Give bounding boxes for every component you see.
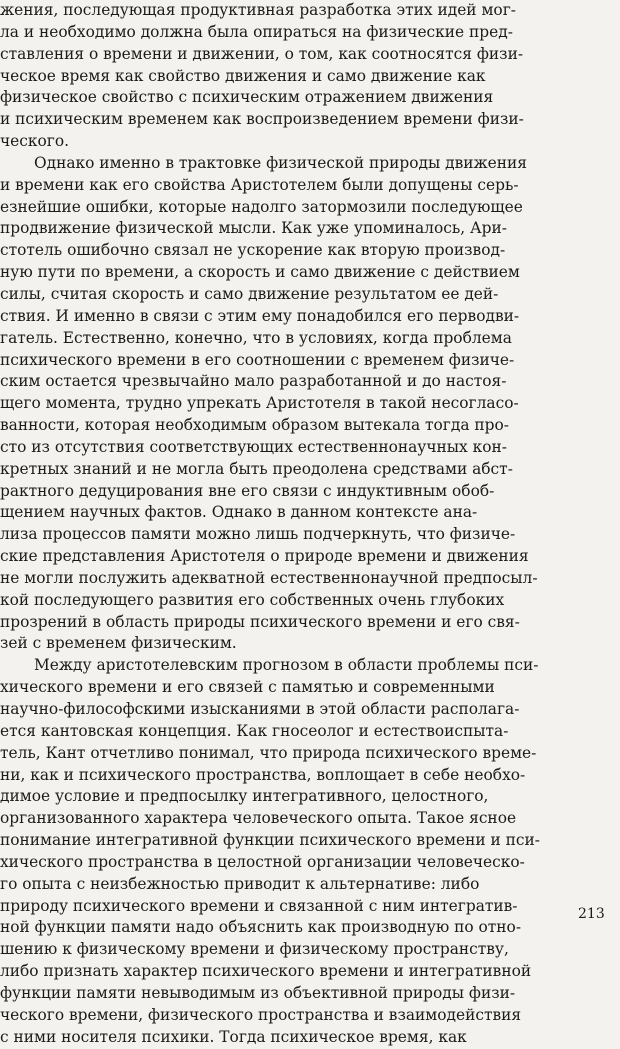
text-line: ствия. И именно в связи с этим ему понадобился его перводви- <box>0 306 520 325</box>
text-line: ную пути по времени, а скорость и само движение с действием <box>0 263 520 282</box>
text-line: жения, последующая продуктивная разработка этих идей мог- <box>0 1 516 19</box>
text-line: хического пространства в целостной организации человеческо- <box>0 852 525 871</box>
text-line: стотель ошибочно связал не ускорение как вторую производ- <box>0 241 506 260</box>
text-line: и психическим временем как воспроизведением времени физи- <box>0 110 524 129</box>
text-line: научно-философскими изысканиями в этой области располага- <box>0 700 520 718</box>
text-line: шению к физическому времени и физическому пространству, <box>0 940 509 959</box>
text-line: лиза процессов памяти можно лишь подчеркнуть, что физиче- <box>0 525 516 544</box>
text-line: щего момента, трудно упрекать Аристотеля в такой несогласо- <box>0 394 519 413</box>
text-line: ни, как и психического пространства, воплощает в себе необхо- <box>0 765 526 784</box>
text-line: и времени как его свойства Аристотелем были допущены серь- <box>0 175 519 194</box>
text-line: хического времени и его связей с памятью и современными <box>0 678 495 697</box>
text-line: ческого времени, физического пространства и взаимодействия <box>0 1005 522 1024</box>
text-line: организованного характера человеческого опыта. Такое ясное <box>0 809 517 828</box>
text-line: димое условие и предпосылку интегративного, целостного, <box>0 787 489 806</box>
text-line: физическое свойство с психическим отражением движения <box>0 88 494 107</box>
text-line: гатель. Естественно, конечно, что в условиях, когда проблема <box>0 328 512 347</box>
text-line: Между аристотелевским прогнозом в области проблемы пси- <box>34 656 539 675</box>
text-line: ставления о времени и движении, о том, как соотносятся физи- <box>0 44 524 63</box>
text-line: ским остается чрезвычайно мало разработанной и до настоя- <box>0 372 507 391</box>
text-line: ческое время как свойство движения и само движение как <box>0 66 486 85</box>
text-line: силы, считая скорость и само движение результатом ее дей- <box>0 284 499 303</box>
text-line: го опыта с неизбежностью приводит к альтернативе: либо <box>0 874 480 893</box>
text-line: рактного дедуцирования вне его связи с индуктивным обоб- <box>0 481 495 500</box>
text-line: с ними носителя психики. Тогда психическое время, как <box>0 1027 467 1046</box>
text-line: сто из отсутствия соответствующих естественнонаучных кон- <box>0 437 507 456</box>
text-line: ется кантовская концепция. Как гносеолог и естествоиспыта- <box>0 721 509 740</box>
text-line: понимание интегративной функции психического времени и пси- <box>0 831 541 850</box>
text-line: кретных знаний и не могла быть преодолена средствами абст- <box>0 459 513 478</box>
text-line: ческого. <box>0 132 70 151</box>
text-line: функции памяти невыводимым из объективной природы физи- <box>0 983 516 1002</box>
text-line: тель, Кант отчетливо понимал, что природа психического време- <box>0 743 537 762</box>
text-line: ной функции памяти надо объяснить как производную по отно- <box>0 918 522 937</box>
text-line: езнейшие ошибки, которые надолго затормозили последующее <box>0 197 523 216</box>
text-line: не могли послужить адекватной естественнонаучной предпосыл- <box>0 568 538 587</box>
text-line: либо признать характер психического времени и интегративной <box>0 962 532 981</box>
page-number: 213 <box>578 906 605 922</box>
paragraph <box>0 655 572 1048</box>
text-line: Однако именно в трактовке физической природы движения <box>34 153 527 172</box>
text-line: ла и необходимо должна была опираться на физические пред- <box>0 22 513 41</box>
text-line: прозрений в область природы психического времени и его свя- <box>0 612 520 631</box>
text-line: продвижение физической мысли. Как уже упоминалось, Ари- <box>0 219 507 238</box>
text-line: щением научных фактов. Однако в данном контексте ана- <box>0 503 478 522</box>
paragraph <box>0 0 572 153</box>
text-line: ванности, которая необходимым образом вытекала тогда про- <box>0 416 509 435</box>
text-line: зей с временем физическим. <box>0 634 237 653</box>
paragraph <box>0 153 572 655</box>
text-line: кой последующего развития его собственных очень глубоких <box>0 590 505 609</box>
text-line: природу психического времени и связанной с ним интегратив- <box>0 896 518 915</box>
text-line: ские представления Аристотеля о природе времени и движения <box>0 547 529 566</box>
text-line: психического времени в его соотношении с временем физиче- <box>0 350 515 369</box>
